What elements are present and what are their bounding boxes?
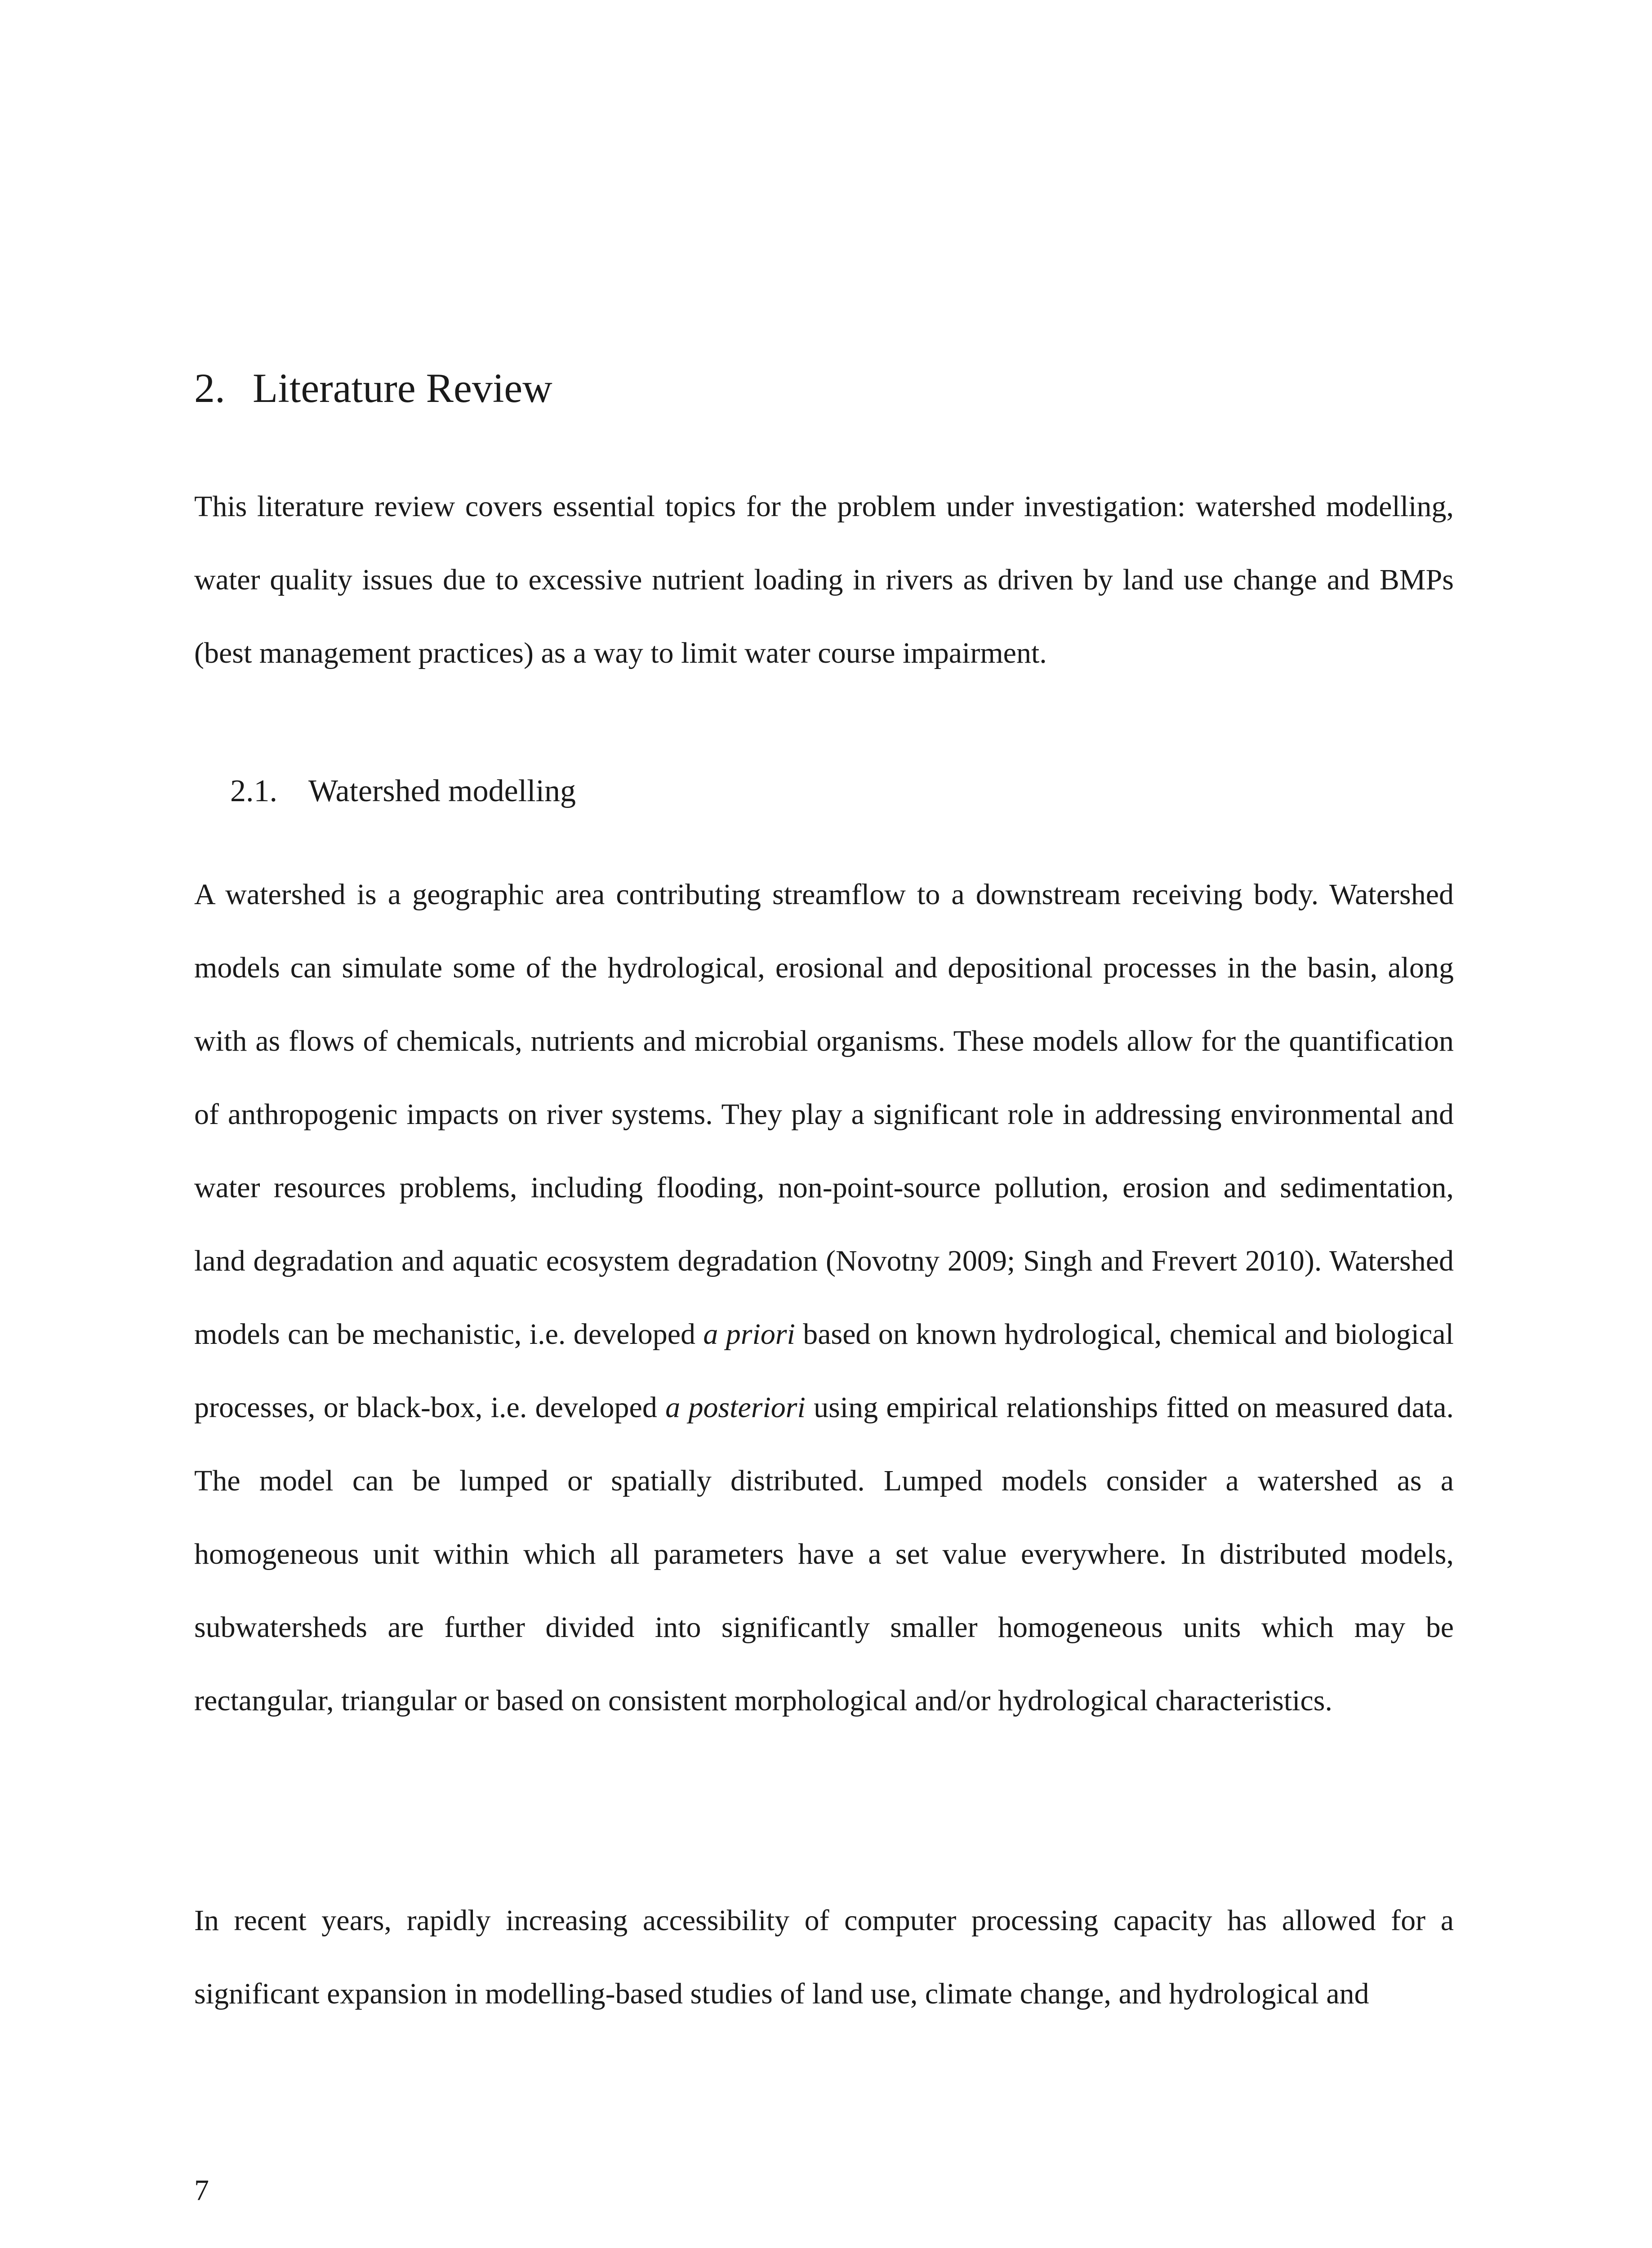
section-heading [230,772,576,810]
watershed-paragraph [194,858,1454,1737]
italic-a-priori: a priori [703,1318,795,1351]
page-number: 7 [194,2174,209,2207]
chapter-title: Literature Review [253,365,552,411]
italic-a-posteriori: a posteriori [665,1391,806,1424]
section-number: 2.1. [230,774,277,808]
chapter-number: 2. [194,365,225,411]
recent-years-paragraph: In recent years, rapidly increasing accessibility of computer processing capacity has allowed for a significant expansion in modelling-based studies of land use, climate change, and hydrological and [194,1904,1454,2010]
intro-paragraph: This literature review covers essential topics for the problem under investigation: watershed modelling, water quality issues due to excessive nutrient loading in rivers as driven by land use change and BMPs (best management practices) as a way to limit water course impairment. [194,490,1454,669]
watershed-text-3: using empirical relationships fitted on measured data. The model can be lumped or spatially distributed. Lumped models consider a watershed as a homogeneous unit within which all parameters have a set value everywhere. In distributed models, subwatersheds are further divided into significantly smaller homogeneous units which may be rectangular, triangular or based on consistent morphological and/or hydrological characteristics. [194,1391,1454,1717]
section-title: Watershed modelling [308,774,576,808]
watershed-text-2: based on known hydrological, chemical and biological processes, or black-box, i.e. developed [194,1318,1454,1424]
watershed-text-1: A watershed is a geographic area contributing streamflow to a downstream receiving body. Watershed models can simulate some of the hydrological, erosional and depositional processes in the basin, along with as flows of chemicals, nutrients and microbial organisms. These models allow for the quantification of anthropogenic impacts on river systems. They play a significant role in addressing environmental and water resources problems, including flooding, non-point-source pollution, erosion and sedimentation, land degradation and aquatic ecosystem degradation (Novotny 2009; Singh and Frevert 2010). Watershed models can be mechanistic, i.e. developed [194,878,1454,1351]
chapter-heading [194,363,552,413]
